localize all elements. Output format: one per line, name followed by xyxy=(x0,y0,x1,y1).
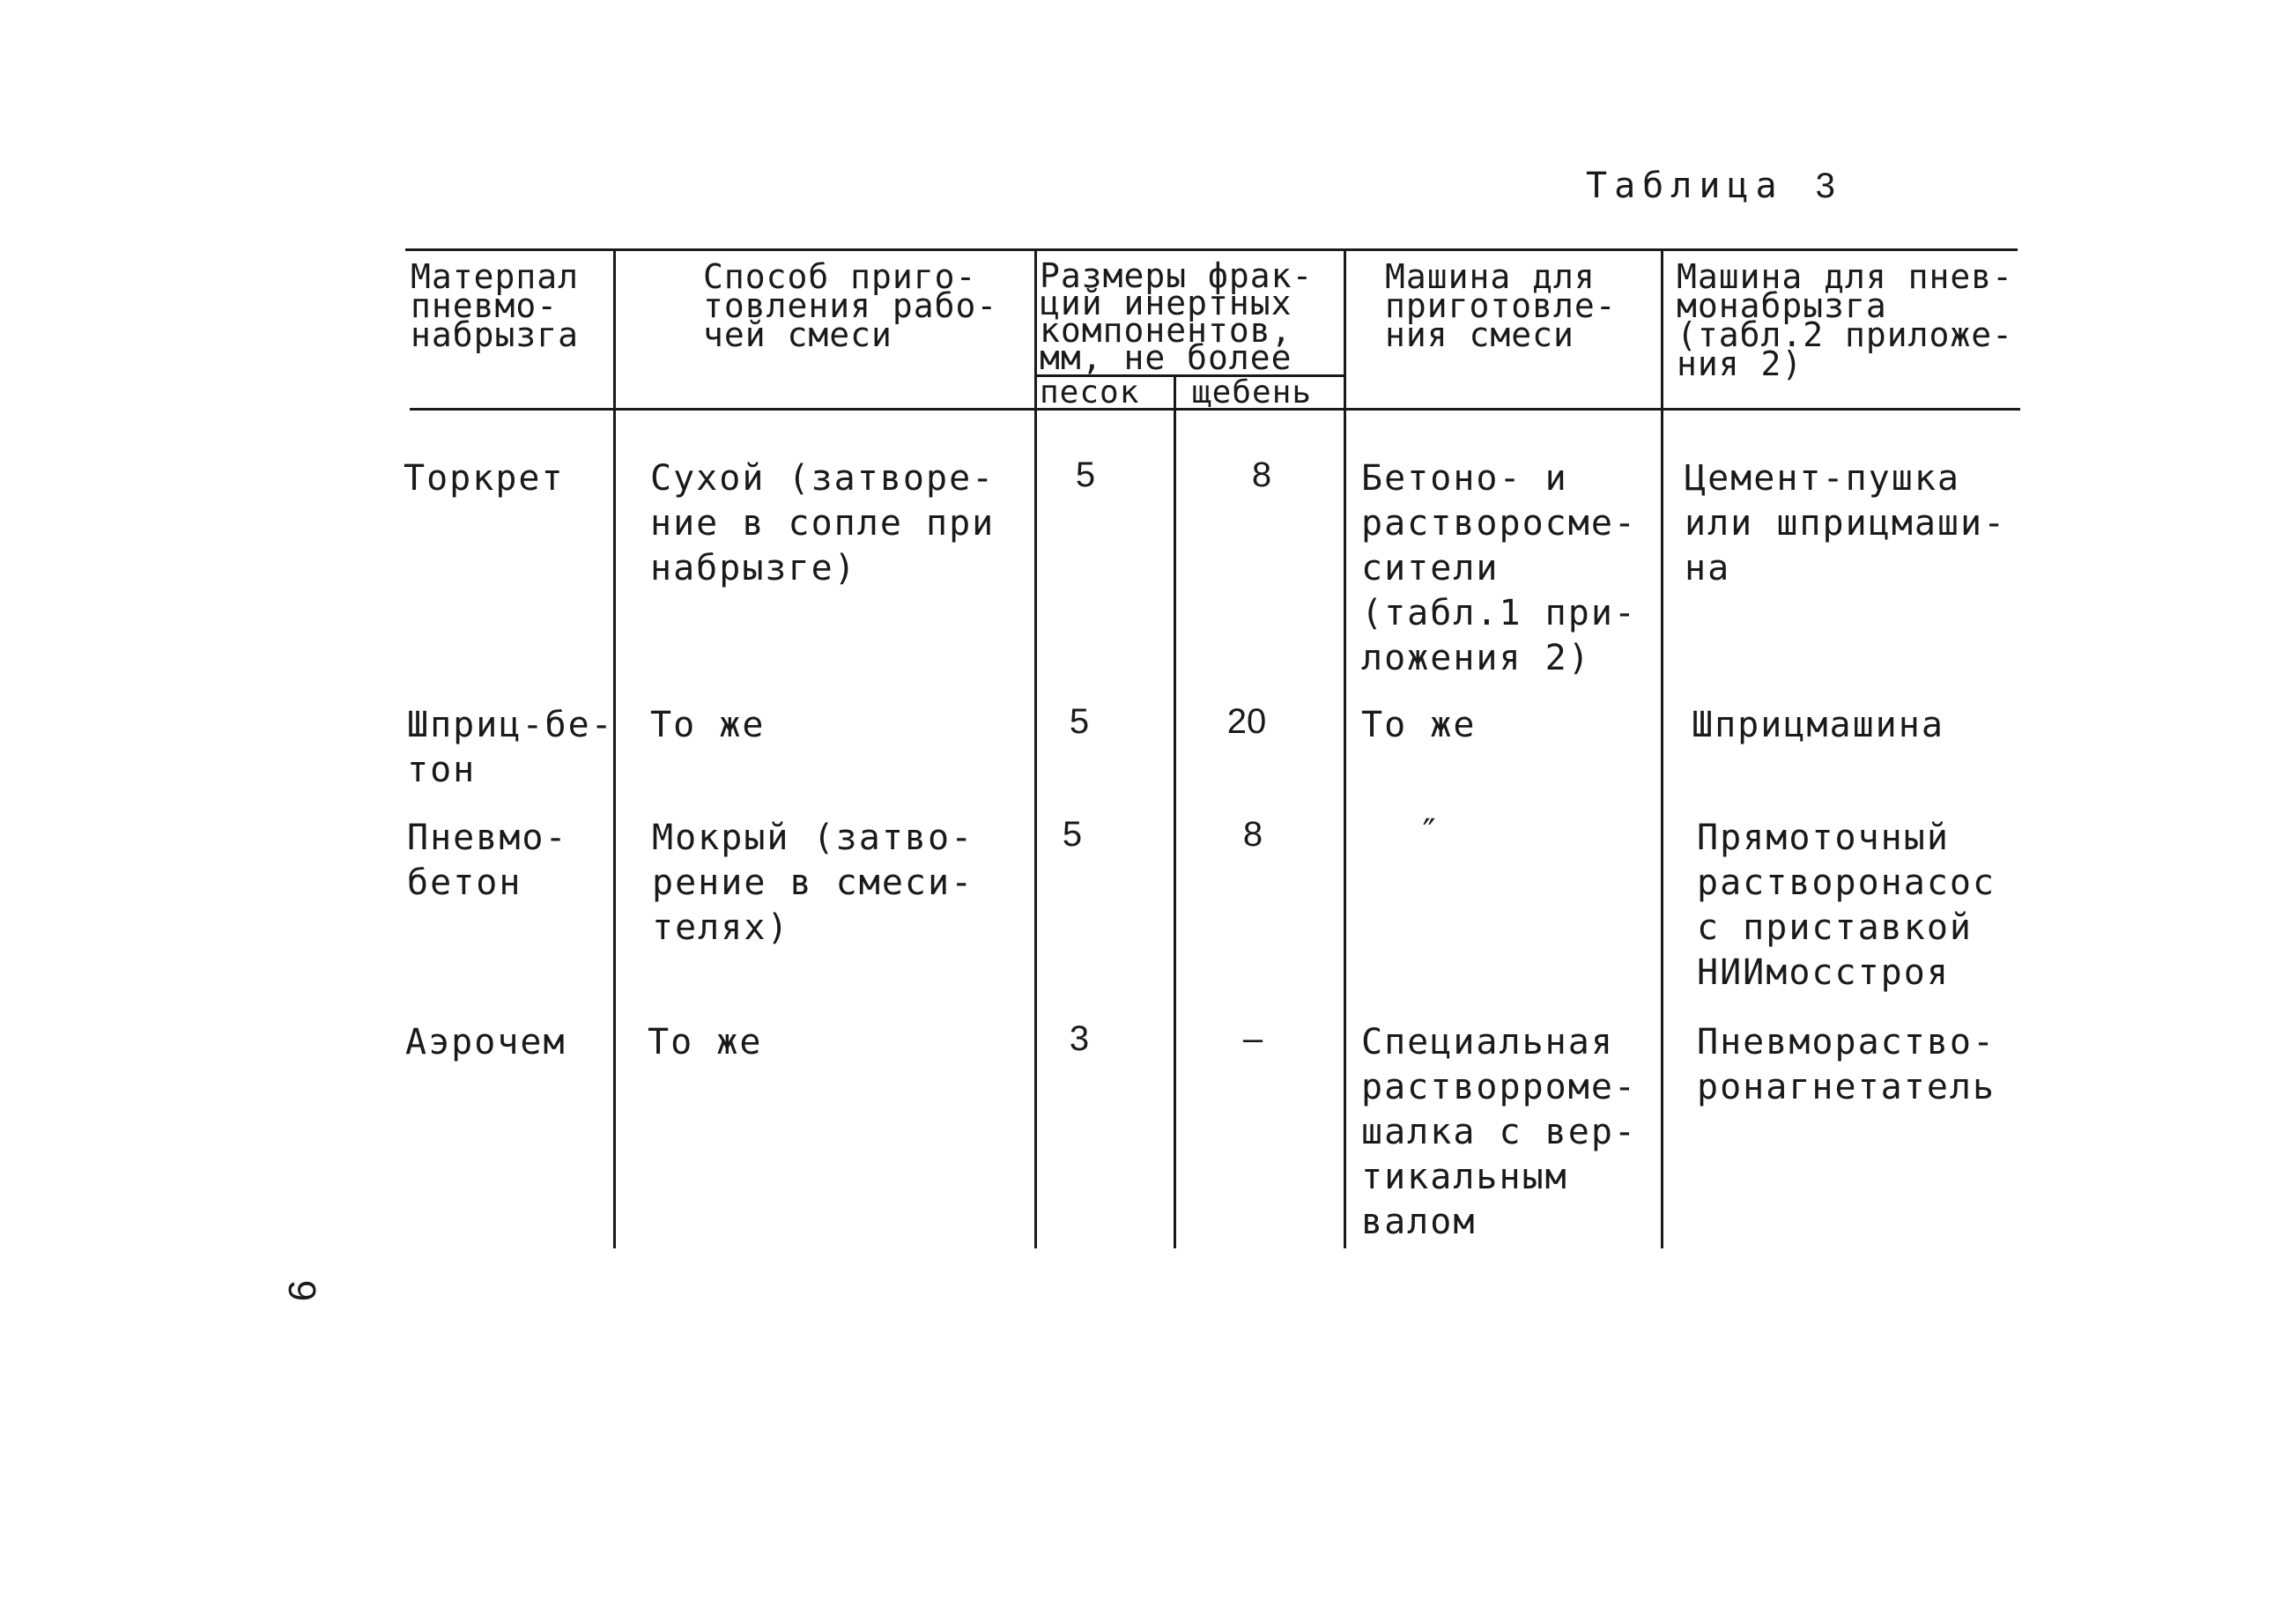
header-fraction-sizes: Размеры фрак- ций инертных компонентов, мм, не более xyxy=(1040,256,1314,377)
row-1-mix-machine: Бетоно- и растворосме- сители (табл.1 при- ложения 2) xyxy=(1361,458,1637,678)
row-4-method: То же xyxy=(648,1022,763,1062)
row-3-spray-machine: Прямоточный растворонасос с приставкой НИИмосстроя xyxy=(1697,818,1996,993)
row-3-mix-machine: ″ xyxy=(1418,812,1442,853)
header-method: Способ приго- товления рабо- чей смеси xyxy=(703,257,998,354)
row-3-sand: 5 xyxy=(1062,815,1083,854)
row-1-sand: 5 xyxy=(1075,455,1096,494)
header-gravel: щебень xyxy=(1192,374,1313,411)
table-caption-number: 3 xyxy=(1815,167,1835,205)
header-material: Матерпал пневмо- набрызга xyxy=(411,257,580,354)
row-2-material: Шприц-бе- тон xyxy=(407,705,614,790)
row-2-spray-machine: Шприцмашина xyxy=(1692,705,1944,745)
row-1-spray-machine: Цемент-пушка или шприцмаши- на xyxy=(1685,458,2007,589)
header-spray-machine: Машина для пнев- монабрызга (табл.2 приложе- ния 2) xyxy=(1677,257,2014,383)
column-divider-sand-gravel xyxy=(1174,374,1176,1248)
row-4-gravel: – xyxy=(1242,1019,1263,1058)
row-2-gravel: 20 xyxy=(1226,702,1267,741)
row-4-material: Аэрочем xyxy=(405,1022,567,1062)
row-2-sand: 5 xyxy=(1069,702,1090,741)
table-caption xyxy=(1586,166,1835,206)
column-divider-4 xyxy=(1661,248,1663,1248)
row-3-method: Мокрый (затво- рение в смеси- телях) xyxy=(652,818,974,948)
header-sand: песок xyxy=(1040,374,1140,411)
row-4-sand: 3 xyxy=(1069,1019,1090,1058)
table-top-rule xyxy=(405,248,2018,251)
row-4-spray-machine: Пневмораство- ронагнетатель xyxy=(1697,1022,1996,1107)
row-1-method: Сухой (затворе- ние в сопле при набрызге) xyxy=(650,458,996,589)
table-caption-label: Таблица xyxy=(1586,166,1784,206)
row-2-mix-machine: То же xyxy=(1361,705,1477,745)
row-3-gravel: 8 xyxy=(1242,815,1263,854)
column-divider-2 xyxy=(1034,248,1037,1248)
header-mix-machine: Машина для приготовле- ния смеси xyxy=(1385,257,1617,354)
row-1-material: Торкрет xyxy=(404,458,565,499)
row-2-method: То же xyxy=(650,705,766,745)
column-divider-3 xyxy=(1344,248,1346,1248)
row-1-gravel: 8 xyxy=(1251,455,1272,494)
row-3-material: Пневмо- бетон xyxy=(407,818,568,903)
page-number: 9 xyxy=(280,1279,324,1302)
row-4-mix-machine: Специальная растворроме- шалка с вер- тикальным валом xyxy=(1361,1022,1637,1242)
